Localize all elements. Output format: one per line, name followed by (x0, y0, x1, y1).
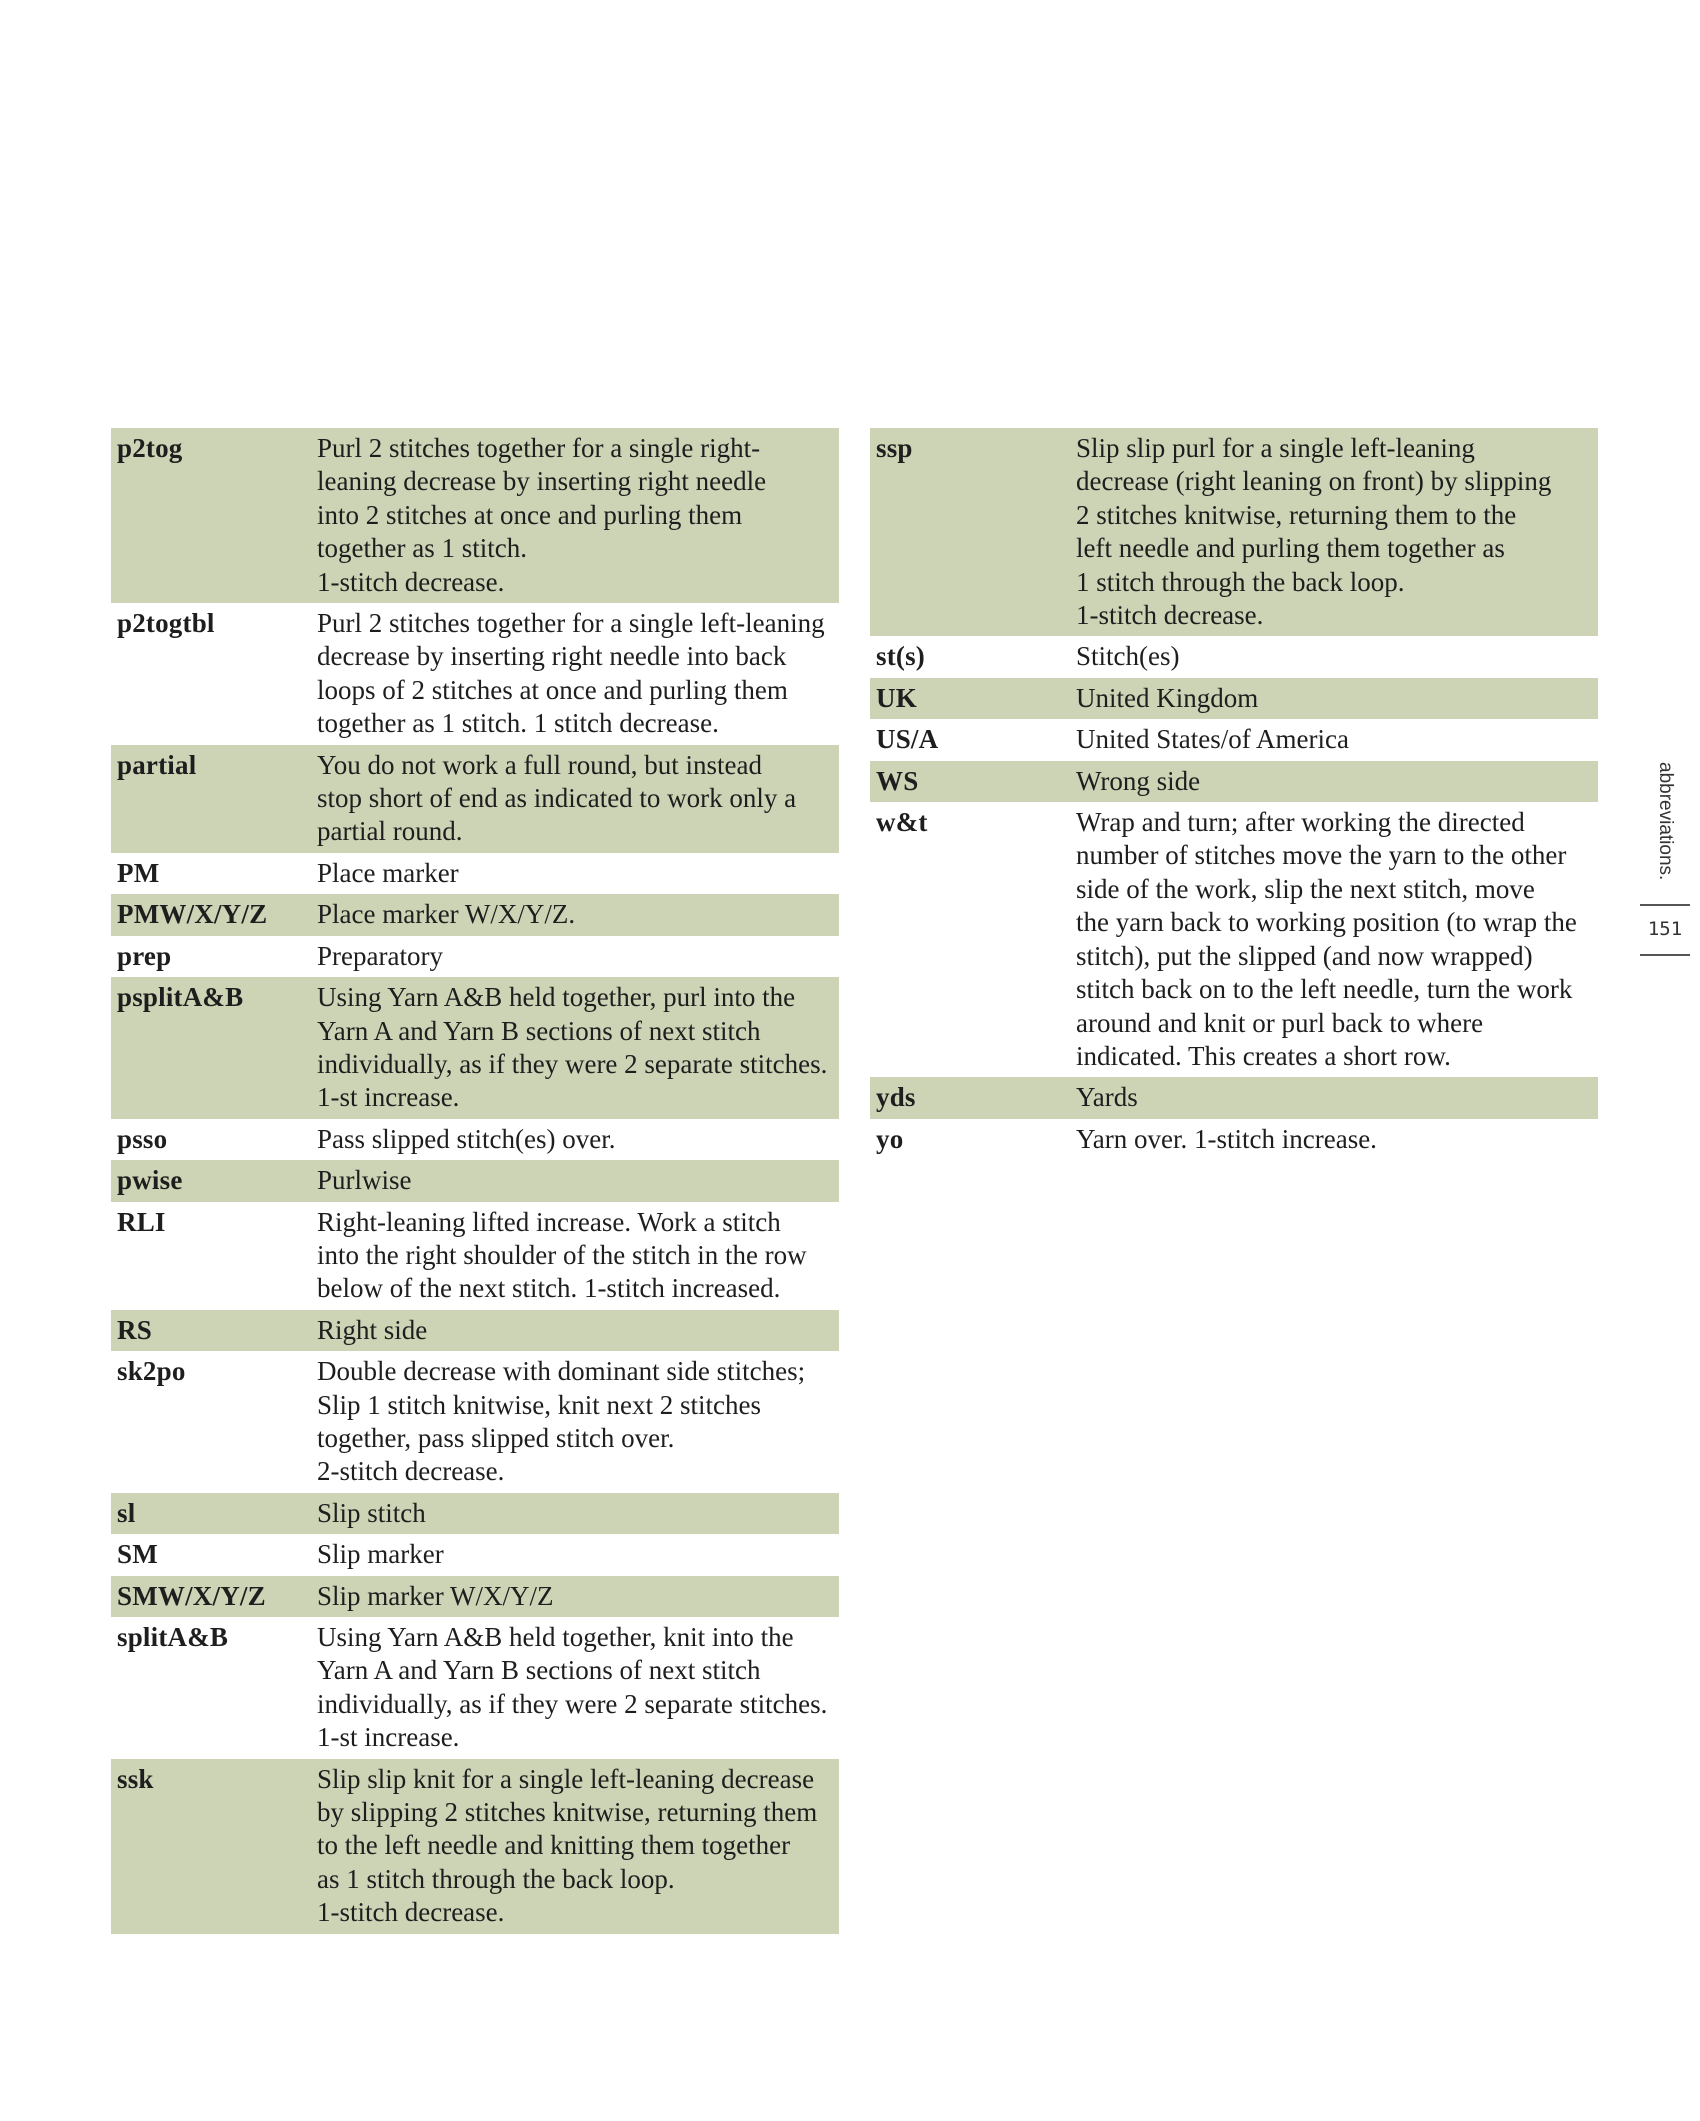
abbreviation-term: sl (117, 1497, 136, 1528)
definition-line: indicated. This creates a short row. (1076, 1040, 1451, 1071)
abbreviation-definition (1076, 1123, 1592, 1156)
abbreviation-row (870, 1077, 1598, 1118)
definition-line: by slipping 2 stitches knitwise, returning them (317, 1797, 818, 1828)
definition-line: Place marker W/X/Y/Z. (317, 899, 576, 930)
definition-line: side of the work, slip the next stitch, move (1076, 873, 1535, 904)
abbreviation-row (111, 1160, 839, 1201)
abbreviation-row (111, 1119, 839, 1160)
definition-line: Slip marker W/X/Y/Z (317, 1580, 554, 1611)
definition-line: You do not work a full round, but instead (317, 749, 762, 780)
abbreviation-definition (317, 1763, 833, 1930)
right-abbreviation-column (870, 428, 1598, 1160)
definition-line: 1-stitch decrease. (317, 566, 505, 597)
abbreviation-row (111, 1617, 839, 1759)
definition-line: 1-stitch decrease. (317, 1897, 505, 1928)
abbreviation-definition (317, 1314, 833, 1347)
abbreviation-row (111, 1351, 839, 1493)
definition-line: Stitch(es) (1076, 641, 1180, 672)
definition-line: Slip slip knit for a single left-leaning decrease (317, 1763, 815, 1794)
definition-line: stitch back on to the left needle, turn the work (1076, 974, 1573, 1005)
abbreviation-row (111, 936, 839, 977)
abbreviation-definition (317, 1497, 833, 1530)
abbreviation-term: SMW/X/Y/Z (117, 1580, 266, 1611)
definition-line: United Kingdom (1076, 682, 1259, 713)
abbreviation-row (111, 1759, 839, 1934)
definition-line: 2-stitch decrease. (317, 1456, 505, 1487)
abbreviation-definition (317, 940, 833, 973)
abbreviation-row (111, 1534, 839, 1575)
abbreviation-term: WS (876, 765, 919, 796)
abbreviation-term: yds (876, 1082, 916, 1113)
definition-line: Yarn A and Yarn B sections of next stitch (317, 1015, 761, 1046)
abbreviation-term: SM (117, 1539, 158, 1570)
definition-line: Yarn over. 1-stitch increase. (1076, 1123, 1377, 1154)
definition-line: decrease (right leaning on front) by slipping (1076, 466, 1552, 497)
definition-line: Purlwise (317, 1165, 412, 1196)
definition-line: as 1 stitch through the back loop. (317, 1863, 675, 1894)
definition-line: Place marker (317, 857, 459, 888)
abbreviation-row (111, 603, 839, 745)
definition-line: stitch), put the slipped (and now wrapped) (1076, 940, 1533, 971)
definition-line: Right-leaning lifted increase. Work a stitch (317, 1206, 781, 1237)
abbreviation-row (111, 853, 839, 894)
definition-line: number of stitches move the yarn to the other (1076, 840, 1567, 871)
abbreviation-term: sk2po (117, 1356, 186, 1387)
definition-line: into the right shoulder of the stitch in the row (317, 1239, 807, 1270)
page-number-divider-bottom (1640, 954, 1690, 956)
definition-line: Slip stitch (317, 1497, 426, 1528)
definition-line: Using Yarn A&B held together, knit into the (317, 1622, 794, 1652)
abbreviation-definition (317, 432, 833, 599)
abbreviation-definition (1076, 806, 1592, 1073)
definition-line: loops of 2 stitches at once and purling them (317, 674, 788, 705)
definition-line: the yarn back to working position (to wrap the (1076, 907, 1577, 938)
page-number: 151 (1647, 918, 1683, 940)
abbreviation-definition (317, 1355, 833, 1489)
definition-line: Purl 2 stitches together for a single right- (317, 433, 761, 463)
definition-line: 1-st increase. (317, 1082, 460, 1113)
abbreviation-term: prep (117, 940, 172, 971)
abbreviation-row (870, 719, 1598, 760)
definition-line: together, pass slipped stitch over. (317, 1422, 675, 1453)
abbreviation-term: psso (117, 1123, 168, 1154)
abbreviation-term: p2togtbl (117, 608, 215, 639)
abbreviation-definition (1076, 432, 1592, 632)
definition-line: Purl 2 stitches together for a single left-leaning (317, 608, 825, 639)
definition-line: 1 stitch through the back loop. (1076, 566, 1405, 597)
definition-line: Yards (1076, 1082, 1138, 1113)
abbreviation-term: yo (876, 1123, 904, 1154)
section-side-label: abbreviations. (1655, 762, 1676, 881)
abbreviation-term: w&t (876, 807, 928, 838)
abbreviation-term: pwise (117, 1165, 183, 1196)
definition-line: Slip slip purl for a single left-leaning (1076, 433, 1475, 463)
definition-line: 1-stitch decrease. (1076, 600, 1264, 631)
abbreviation-definition (1076, 682, 1592, 715)
definition-line: together as 1 stitch. (317, 533, 527, 564)
abbreviation-definition (1076, 640, 1592, 673)
definition-line: Yarn A and Yarn B sections of next stitch (317, 1655, 761, 1686)
left-abbreviation-column (111, 428, 839, 1934)
abbreviation-definition (317, 981, 833, 1115)
definition-line: 1-st increase. (317, 1722, 460, 1753)
abbreviation-term: ssp (876, 433, 913, 463)
definition-line: United States/of America (1076, 724, 1349, 755)
definition-line: individually, as if they were 2 separate stitches. (317, 1048, 828, 1079)
abbreviation-term: PMW/X/Y/Z (117, 899, 268, 930)
abbreviation-row (111, 745, 839, 853)
abbreviation-row (111, 977, 839, 1119)
abbreviation-row (111, 894, 839, 935)
abbreviation-term: RLI (117, 1206, 166, 1237)
abbreviation-row (870, 678, 1598, 719)
abbreviation-term: p2tog (117, 433, 183, 463)
abbreviation-term: splitA&B (117, 1622, 229, 1652)
abbreviation-definition (317, 857, 833, 890)
definition-line: together as 1 stitch. 1 stitch decrease. (317, 708, 719, 739)
definition-line: around and knit or purl back to where (1076, 1007, 1484, 1038)
abbreviation-definition (1076, 1081, 1592, 1114)
abbreviation-definition (317, 607, 833, 741)
abbreviation-row (111, 428, 839, 603)
definition-line: Wrong side (1076, 765, 1201, 796)
definition-line: stop short of end as indicated to work only a (317, 783, 797, 814)
abbreviation-definition (317, 898, 833, 931)
definition-line: Using Yarn A&B held together, purl into the (317, 982, 796, 1013)
abbreviation-definition (317, 1164, 833, 1197)
page-number-divider-top (1640, 904, 1690, 906)
definition-line: Slip 1 stitch knitwise, knit next 2 stitches (317, 1389, 761, 1420)
definition-line: Slip marker (317, 1539, 444, 1570)
abbreviation-row (111, 1202, 839, 1310)
definition-line: left needle and purling them together as (1076, 533, 1505, 564)
abbreviation-definition (317, 1206, 833, 1306)
definition-line: decrease by inserting right needle into back (317, 641, 787, 672)
definition-line: to the left needle and knitting them together (317, 1830, 791, 1861)
definition-line: Pass slipped stitch(es) over. (317, 1123, 616, 1154)
definition-line: individually, as if they were 2 separate stitches. (317, 1688, 828, 1719)
abbreviation-row (870, 802, 1598, 1077)
abbreviation-definition (317, 1580, 833, 1613)
definition-line: below of the next stitch. 1-stitch increased. (317, 1273, 781, 1304)
abbreviation-term: RS (117, 1314, 152, 1345)
abbreviation-term: st(s) (876, 641, 925, 672)
abbreviation-row (111, 1493, 839, 1534)
abbreviation-definition (317, 1123, 833, 1156)
abbreviation-term: psplitA&B (117, 982, 244, 1013)
abbreviation-row (870, 428, 1598, 636)
definition-line: Preparatory (317, 940, 443, 971)
abbreviation-row (111, 1310, 839, 1351)
definition-line: partial round. (317, 816, 463, 847)
definition-line: into 2 stitches at once and purling them (317, 499, 743, 530)
abbreviation-term: ssk (117, 1763, 154, 1794)
definition-line: Double decrease with dominant side stitches; (317, 1356, 806, 1387)
definition-line: Wrap and turn; after working the directed (1076, 807, 1525, 838)
abbreviation-term: US/A (876, 724, 939, 755)
definition-line: 2 stitches knitwise, returning them to the (1076, 499, 1517, 530)
abbreviation-definition (1076, 765, 1592, 798)
abbreviation-row (111, 1576, 839, 1617)
abbreviation-definition (317, 1538, 833, 1571)
abbreviation-definition (1076, 723, 1592, 756)
abbreviation-definition (317, 749, 833, 849)
abbreviation-term: UK (876, 682, 917, 713)
definition-line: leaning decrease by inserting right needle (317, 466, 767, 497)
abbreviation-term: partial (117, 749, 197, 780)
abbreviation-term: PM (117, 857, 160, 888)
definition-line: Right side (317, 1314, 428, 1345)
abbreviation-definition (317, 1621, 833, 1755)
abbreviation-row (870, 636, 1598, 677)
abbreviation-row (870, 761, 1598, 802)
abbreviation-row (870, 1119, 1598, 1160)
